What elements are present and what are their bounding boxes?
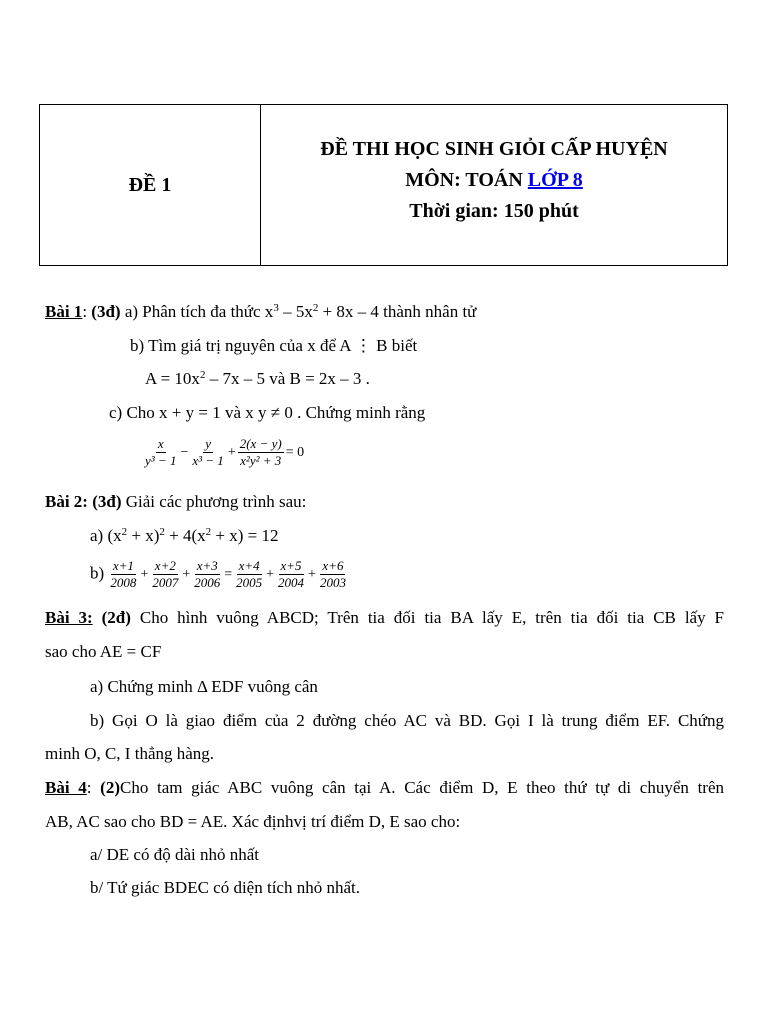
bai1-points: (3đ) <box>91 302 121 321</box>
bai2-b-equation <box>108 558 348 590</box>
fraction-denominator: x²y² + 3 <box>240 453 282 468</box>
fraction-denominator: 2005 <box>236 575 263 590</box>
expr-part: A = 10x <box>145 369 200 388</box>
expr-part: + x) = 12 <box>211 526 279 545</box>
bai4-a: a/ DE có độ dài nhỏ nhất <box>90 845 260 864</box>
fraction-denominator: 2007 <box>152 575 179 590</box>
operator: = 0 <box>285 444 305 460</box>
exponent: 2 <box>312 302 319 314</box>
exponent: 2 <box>205 526 212 538</box>
operator: + <box>140 566 149 582</box>
bai2-b <box>90 558 348 591</box>
exam-title-block <box>261 105 727 265</box>
fraction-numerator: x+2 <box>154 558 176 573</box>
fraction-numerator: x+3 <box>196 558 218 573</box>
exponent: 3 <box>273 302 279 314</box>
bai2-a <box>90 526 278 546</box>
bai3-a: a) Chứng minh Δ EDF vuông cân <box>90 677 318 696</box>
bai3-b-line1: b) Gọi O là giao điểm của 2 đường chéo AC và BD. Gọi I là trung điểm EF. Chứng <box>90 711 724 730</box>
poly-part: – 5x <box>278 302 313 321</box>
bai3-line2: sao cho AE = CF <box>45 642 162 661</box>
operator: + <box>266 566 275 582</box>
fraction-numerator: y <box>205 436 211 451</box>
exponent: 2 <box>121 526 128 538</box>
expr-part: + 4(x <box>164 526 206 545</box>
fraction <box>190 436 225 469</box>
expr-part: – 7x – 5 và B = 2x – 3 . <box>205 369 370 388</box>
bai4-line2: AB, AC sao cho BD = AE. Xác địnhvị trí điểm D, E sao cho: <box>45 812 461 831</box>
fraction-denominator: 2004 <box>278 575 305 590</box>
bai2-heading <box>45 492 306 512</box>
fraction-numerator: x <box>157 436 164 451</box>
fraction-numerator: x+4 <box>238 558 260 573</box>
fraction-numerator: x+5 <box>280 558 302 573</box>
bai3-b-line2: minh O, C, I thẳng hàng. <box>45 744 215 763</box>
fraction-denominator: y³ − 1 <box>145 453 177 468</box>
fraction-numerator: x+6 <box>322 558 344 573</box>
bai2-label: Bài 2: <box>45 492 88 511</box>
expr-part: a) (x <box>90 526 122 545</box>
exponent: 2 <box>199 369 206 381</box>
subject-prefix: MÔN: TOÁN <box>405 168 528 191</box>
poly-part: + 8x – 4 thành nhân tử <box>318 302 477 321</box>
bai1-b-text: b) Tìm giá trị nguyên của x để A ⋮ B biết <box>130 336 418 355</box>
fraction <box>192 558 222 591</box>
fraction <box>276 558 306 591</box>
bai1-c-equation <box>143 436 306 469</box>
fraction <box>318 558 348 591</box>
operator: − <box>180 444 189 460</box>
bai2-b-label: b) <box>90 563 105 583</box>
fraction-denominator: x³ − 1 <box>192 453 224 468</box>
fraction <box>143 436 178 469</box>
fraction-denominator: 2006 <box>194 575 221 590</box>
fraction-denominator: 2008 <box>110 575 137 590</box>
exam-subject <box>405 165 583 196</box>
fraction-numerator: x+1 <box>112 558 134 573</box>
bai1-a-text: a) Phân tích đa thức x <box>120 302 274 321</box>
exponent: 2 <box>159 526 165 538</box>
bai3-line1 <box>45 608 724 628</box>
exam-header-table <box>39 104 728 266</box>
fraction <box>238 436 284 469</box>
operator: + <box>308 566 316 582</box>
bai2-intro: Giải các phương trình sau: <box>121 492 307 511</box>
fraction <box>108 558 138 591</box>
bai4-points: (2) <box>100 778 120 797</box>
operator: + <box>182 566 191 582</box>
bai1-b-expr <box>145 369 370 389</box>
bai1-label: Bài 1 <box>45 302 83 321</box>
exam-title: ĐỀ THI HỌC SINH GIỎI CẤP HUYỆN <box>320 137 668 160</box>
fraction <box>234 558 264 591</box>
exam-code: ĐỀ 1 <box>40 105 261 265</box>
expr-part: + x) <box>127 526 160 545</box>
bai4-b: b/ Tứ giác BDEC có diện tích nhỏ nhất. <box>90 878 360 897</box>
bai2-points: (3đ) <box>92 492 122 511</box>
bai3-points: (2đ) <box>101 608 131 627</box>
fraction <box>150 558 180 591</box>
fraction-denominator: 2003 <box>319 575 346 590</box>
bai4-label: Bài 4 <box>45 778 87 797</box>
bai1-c-text: c) Cho x + y = 1 và x y ≠ 0 . Chứng minh rằng <box>109 403 426 422</box>
exam-duration: Thời gian: 150 phút <box>409 199 579 222</box>
bai4-text: Cho tam giác ABC vuông cân tại A. Các điểm D, E theo thứ tự di chuyển trên <box>119 778 724 797</box>
fraction-numerator: 2(x − y) <box>239 436 282 451</box>
bai4-line1: Bài 4: (2)Cho tam giác ABC vuông cân tại A. Các điểm D, E theo thứ tự di chuyển trên <box>45 778 724 797</box>
bai3-text: Cho hình vuông ABCD; Trên tia đối tia BA lấy E, trên tia đối tia CB lấy F <box>130 608 724 627</box>
operator: + <box>227 444 236 460</box>
bai1-line-a: Bài 1: (3đ) a) Phân tích đa thức $x^3 - 5x^2 + 8x - 4$ thành nhân tử <box>45 302 477 321</box>
grade-link[interactable]: LỚP 8 <box>527 168 583 191</box>
bai3-label: Bài 3: <box>45 608 93 627</box>
operator: = <box>224 566 233 582</box>
